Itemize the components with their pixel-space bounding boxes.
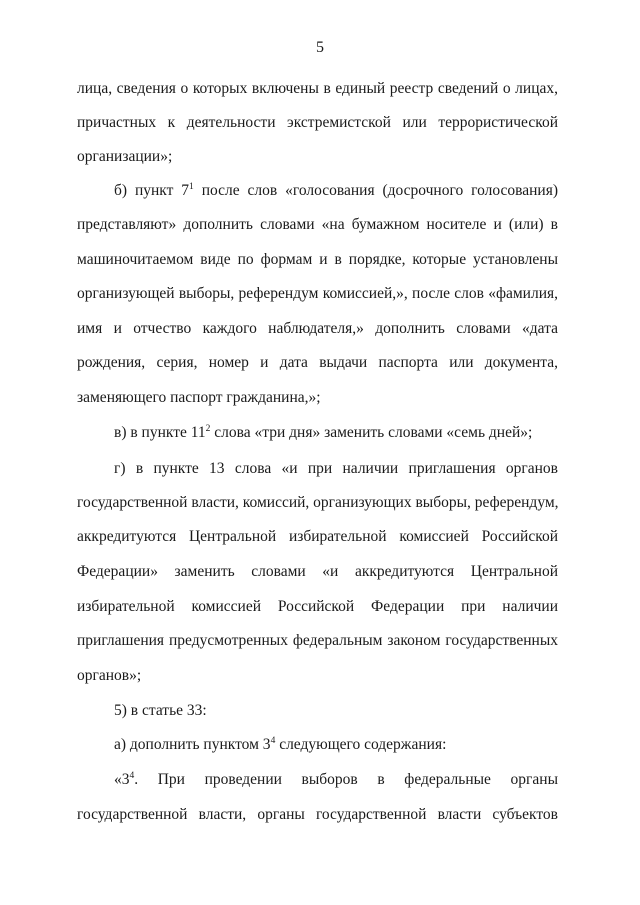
page-number: 5 (316, 39, 324, 56)
superscript: 1 (189, 182, 194, 192)
text-run: а) дополнить пунктом 3 (114, 736, 271, 753)
text-run: «3 (114, 771, 130, 788)
text-line: приглашения предусмотренных федеральным законом государственных (77, 632, 558, 649)
text-run: в) в пункте 11 (114, 424, 206, 441)
text-run: б) пункт 7 (114, 182, 190, 199)
text-line (114, 423, 558, 443)
text-line: машиночитаемом виде по формам и в порядке, которые установлены (77, 251, 558, 268)
text-line (114, 735, 558, 755)
text-line: 5) в статье 33: (114, 702, 207, 719)
text-line (114, 770, 558, 790)
text-line: представляют» дополнить словами «на бумажном носителе и (или) в (77, 216, 558, 233)
text-run: после слов «голосования (досрочного голосования) (193, 182, 558, 199)
text-line: г) в пункте 13 слова «и при наличии приглашения органов (114, 460, 558, 477)
text-line: причастных к деятельности экстремистской или террористической (77, 114, 558, 131)
text-run: следующего содержания: (275, 736, 447, 753)
text-run: слова «три дня» заменить словами «семь дней»; (210, 424, 533, 441)
text-line: организации»; (77, 148, 173, 165)
text-line: государственной власти, органы государственной власти субъектов (77, 806, 558, 823)
text-line: избирательной комиссией Российской Федерации при наличии (77, 598, 558, 615)
text-line: организующей выборы, референдум комиссией,», после слов «фамилия, (77, 285, 558, 302)
text-line: органов»; (77, 667, 142, 684)
text-line: аккредитуются Центральной избирательной комиссией Российской (77, 528, 558, 545)
text-line: рождения, серия, номер и дата выдачи паспорта или документа, (77, 354, 558, 371)
superscript: 4 (129, 771, 135, 781)
text-line: Федерации» заменить словами «и аккредитуются Центральной (77, 563, 558, 580)
text-line (114, 181, 558, 201)
text-line: государственной власти, комиссий, организующих выборы, референдум, (77, 494, 559, 511)
superscript: 4 (270, 736, 276, 746)
text-run: . При проведении выборов в федеральные органы (134, 771, 558, 788)
superscript: 2 (205, 424, 211, 434)
text-line: имя и отчество каждого наблюдателя,» дополнить словами «дата (77, 320, 558, 337)
text-line: лица, сведения о которых включены в единый реестр сведений о лицах, (77, 80, 558, 97)
text-line: заменяющего паспорт гражданина,»; (77, 389, 321, 406)
